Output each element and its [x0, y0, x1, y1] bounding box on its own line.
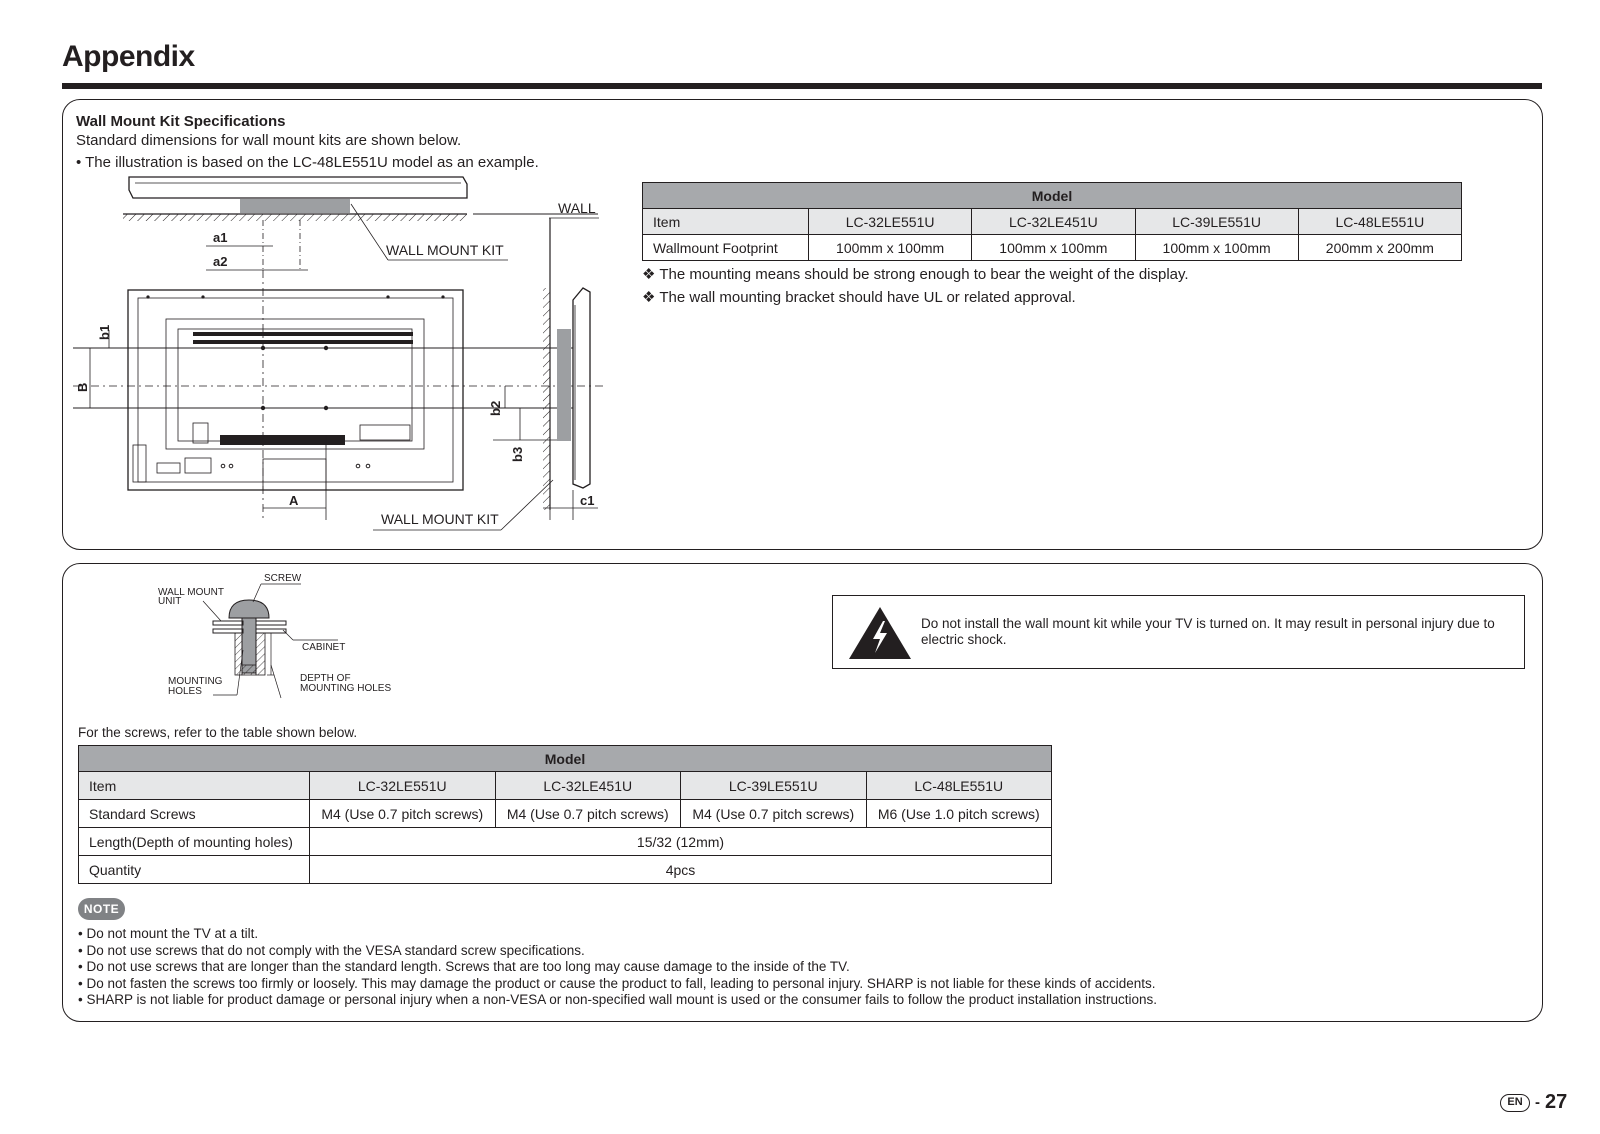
wallmount-footprint-table	[642, 182, 1462, 261]
electric-shock-warning-icon	[847, 605, 913, 661]
mounting-note: ❖ The mounting means should be strong enough to bear the weight of the display.	[642, 266, 1189, 283]
list-item: • Do not mount the TV at a tilt.	[78, 926, 259, 941]
table-model-header: LC-39LE551U	[1135, 209, 1298, 235]
table-model-header: LC-48LE551U	[1298, 209, 1461, 235]
wall-mount-heading: Wall Mount Kit Specifications	[76, 113, 286, 130]
depth-label: MOUNTING HOLES	[300, 683, 392, 694]
mounting-holes-label: MOUNTING	[168, 676, 223, 687]
screw-label: SCREW	[264, 573, 302, 584]
dim-A-label: A	[289, 493, 299, 508]
page-number: 27	[1545, 1091, 1568, 1113]
page-dash: -	[1535, 1094, 1540, 1111]
table-model-header: LC-32LE551U	[310, 772, 496, 800]
cabinet-label: CABINET	[302, 642, 346, 653]
table-row-label: Standard Screws	[79, 800, 310, 828]
table-cell: M6 (Use 1.0 pitch screws)	[866, 800, 1052, 828]
page-title: Appendix	[62, 40, 195, 73]
note-badge: NOTE	[78, 898, 125, 920]
shock-warning-box	[832, 595, 1525, 669]
table-row-label: Wallmount Footprint	[643, 235, 809, 261]
list-item: • Do not fasten the screws too firmly or loosely. This may damage the product or cause the product to fall, leading to personal injury. SHARP is not liable for these kinds of accidents.	[78, 975, 1156, 991]
depth-label: DEPTH OF	[300, 673, 351, 684]
table-cell: 4pcs	[310, 856, 1052, 884]
table-item-label: Item	[643, 209, 809, 235]
wall-mount-unit-label: WALL MOUNT	[158, 587, 224, 598]
title-rule	[62, 83, 1542, 89]
table-model-header: LC-48LE551U	[866, 772, 1052, 800]
table-cell: M4 (Use 0.7 pitch screws)	[495, 800, 681, 828]
wall-mount-diagram	[63, 100, 623, 548]
wall-mount-kit-bottom-label: WALL MOUNT KIT	[381, 511, 499, 527]
a2-label: a2	[213, 254, 228, 269]
table-cell: 100mm x 100mm	[972, 235, 1135, 261]
dim-B-label: B	[75, 382, 90, 392]
table-model-header: LC-32LE451U	[495, 772, 681, 800]
language-badge: EN	[1500, 1094, 1530, 1112]
mounting-holes-label: HOLES	[168, 686, 202, 697]
table-cell: 100mm x 100mm	[1135, 235, 1298, 261]
screws-intro: For the screws, refer to the table shown below.	[78, 725, 358, 740]
wall-mount-kit-top-label: WALL MOUNT KIT	[386, 242, 504, 258]
wall-mount-subtitle: Standard dimensions for wall mount kits are shown below.	[76, 132, 462, 149]
mounting-note: ❖ The wall mounting bracket should have UL or related approval.	[642, 289, 1076, 306]
illustration-note: • The illustration is based on the LC-48LE551U model as an example.	[76, 154, 539, 171]
notes-list	[78, 926, 1157, 1009]
list-item: • Do not use screws that are longer than the standard length. Screws that are too long may cause damage to the inside of the TV.	[78, 959, 850, 974]
table-group-header: Model	[79, 746, 1052, 772]
table-cell: 200mm x 200mm	[1298, 235, 1461, 261]
page-footer	[1500, 1091, 1567, 1114]
table-model-header: LC-32LE451U	[972, 209, 1135, 235]
table-model-header: LC-32LE551U	[809, 209, 972, 235]
table-group-header: Model	[643, 183, 1462, 209]
screws-table	[78, 745, 1052, 884]
table-cell: 15/32 (12mm)	[310, 828, 1052, 856]
list-item: • Do not use screws that do not comply with the VESA standard screw specifications.	[78, 942, 585, 958]
table-cell: 100mm x 100mm	[809, 235, 972, 261]
b1-label: b1	[97, 324, 112, 340]
table-cell: M4 (Use 0.7 pitch screws)	[681, 800, 867, 828]
wall-mount-unit-label: UNIT	[158, 596, 182, 607]
table-cell: M4 (Use 0.7 pitch screws)	[310, 800, 496, 828]
table-item-label: Item	[79, 772, 310, 800]
screws-panel	[62, 563, 1543, 1022]
a1-label: a1	[213, 230, 228, 245]
table-model-header: LC-39LE551U	[681, 772, 867, 800]
b3-label: b3	[510, 446, 525, 462]
c1-label: c1	[580, 493, 595, 508]
wall-label: WALL	[558, 200, 596, 216]
list-item: • SHARP is not liable for product damage or personal injury when a non-VESA or non-specified wall mount is used or the consumer fails to follow the product installation instructions.	[78, 992, 1158, 1007]
shock-warning-text: Do not install the wall mount kit while your TV is turned on. It may result in personal injury due to electric shock.	[921, 616, 1495, 647]
table-row-label: Quantity	[79, 856, 310, 884]
wall-mount-spec-panel	[62, 99, 1543, 550]
table-row-label: Length(Depth of mounting holes)	[79, 828, 310, 856]
b2-label: b2	[488, 400, 503, 416]
screw-diagram	[143, 570, 423, 705]
